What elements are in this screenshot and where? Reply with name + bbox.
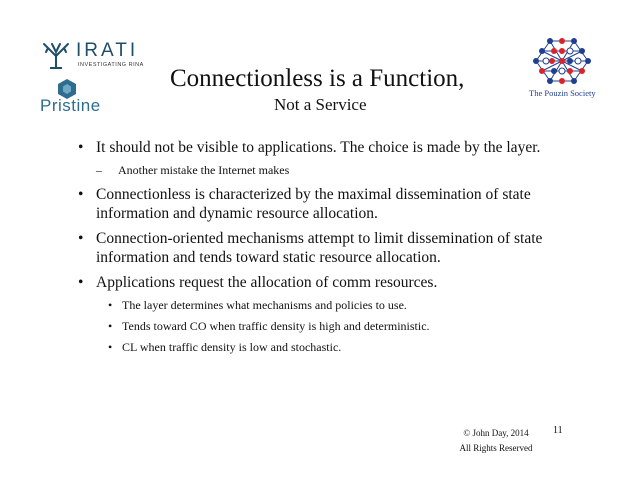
sub-bullet-item: • The layer determines what mechanisms and policies to use. bbox=[78, 297, 578, 313]
bullet-item: • Connection-oriented mechanisms attempt to limit dissemination of state information and tends toward static resource allocation. bbox=[78, 229, 578, 267]
pouzin-society-label: The Pouzin Society bbox=[529, 88, 596, 98]
slide-subtitle: Not a Service bbox=[274, 95, 367, 114]
bullet-list bbox=[78, 138, 578, 355]
pristine-wordmark: Pristine bbox=[40, 96, 101, 115]
slide-title: Connectionless is a Function, bbox=[170, 65, 465, 92]
copyright-notice bbox=[450, 426, 542, 456]
irati-wordmark: IRATI bbox=[76, 40, 139, 61]
copyright-line: © John Day, 2014 bbox=[463, 428, 529, 438]
sub-bullet-item: • Tends toward CO when traffic density is high and deterministic. bbox=[78, 318, 578, 334]
rights-line: All Rights Reserved bbox=[459, 443, 533, 453]
page-number: 11 bbox=[553, 425, 563, 436]
sub-bullet-item: – Another mistake the Internet makes bbox=[78, 162, 578, 178]
sub-bullet-item: • CL when traffic density is low and stochastic. bbox=[78, 339, 578, 355]
irati-logo bbox=[38, 40, 168, 72]
bullet-item: • Connectionless is characterized by the maximal dissemination of state information and dynamic resource allocation. bbox=[78, 185, 578, 223]
bullet-item: • Applications request the allocation of comm resources. bbox=[78, 273, 578, 292]
irati-tagline: INVESTIGATING RINA bbox=[78, 62, 144, 68]
pouzin-network-icon bbox=[530, 35, 594, 85]
tree-icon bbox=[38, 40, 74, 70]
bullet-item: • It should not be visible to applications. The choice is made by the layer. bbox=[78, 138, 578, 157]
